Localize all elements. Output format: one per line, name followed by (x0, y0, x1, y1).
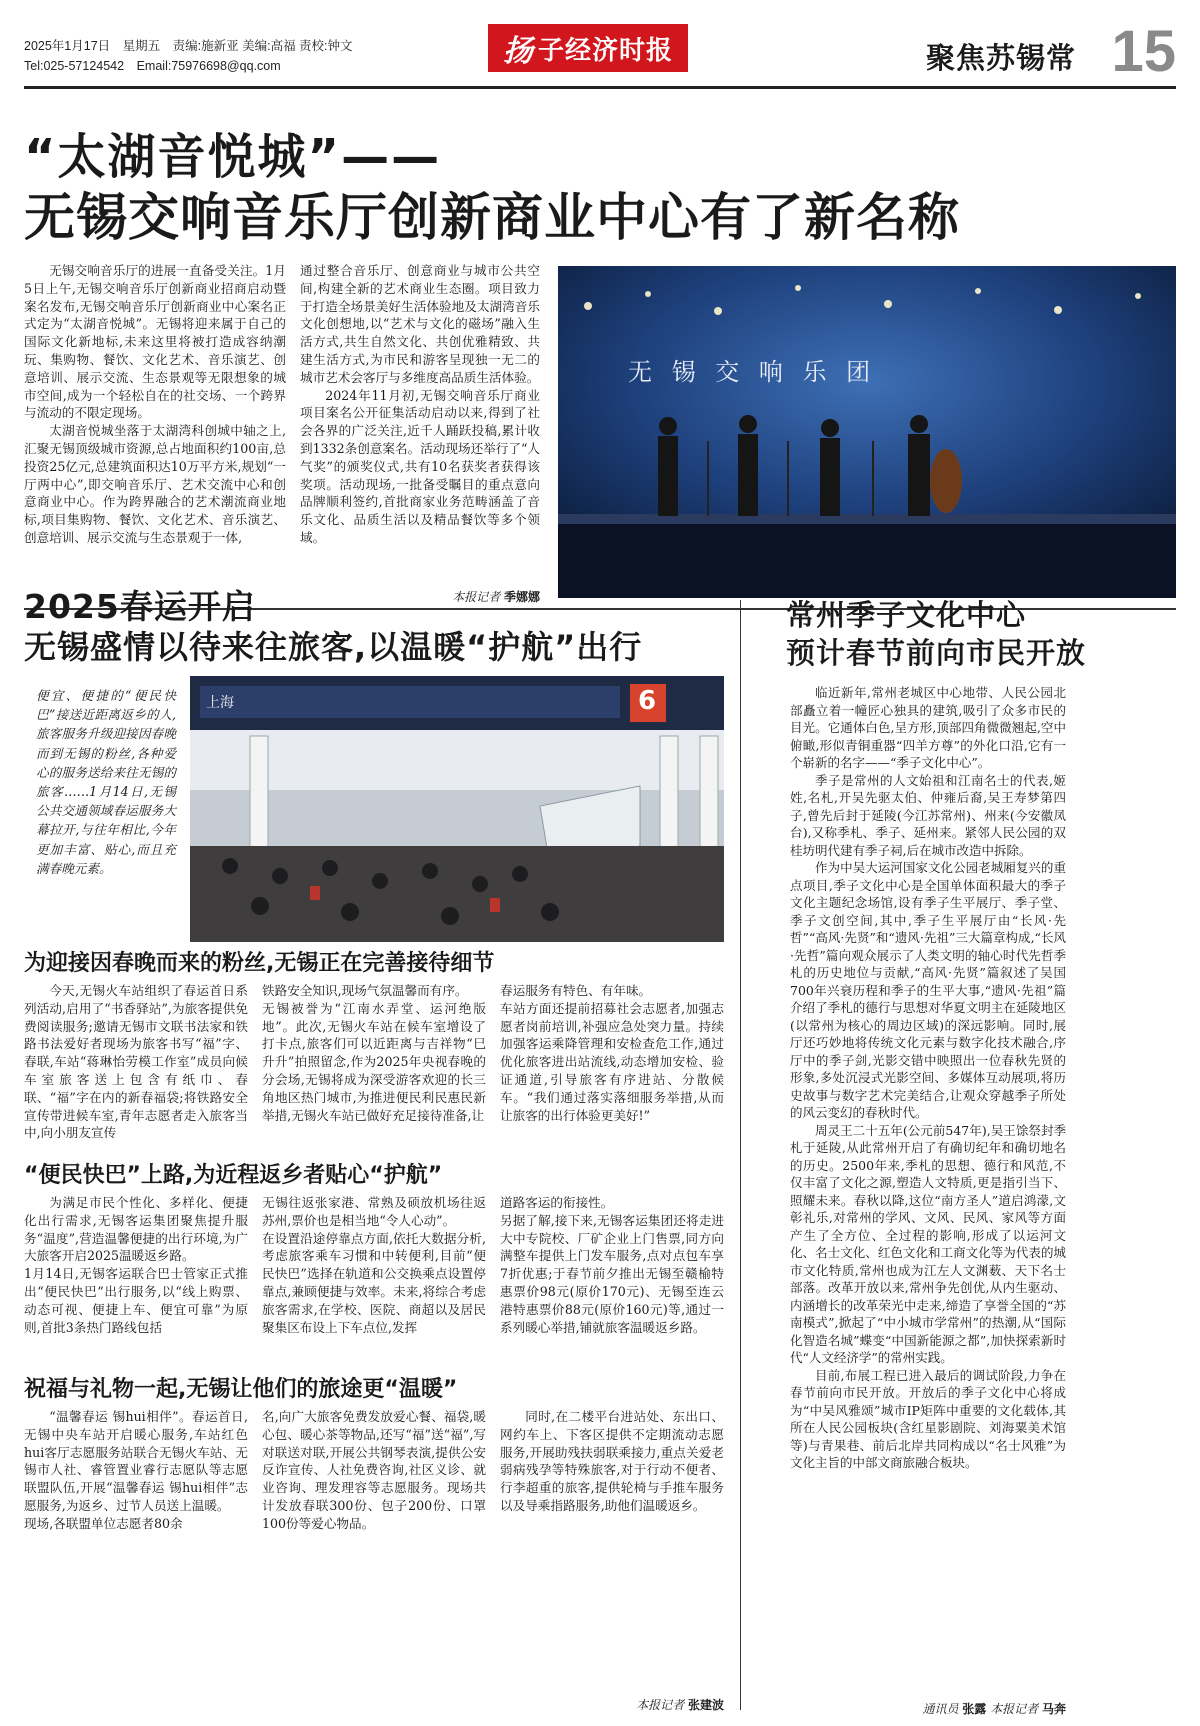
sub2-column-3 (500, 1194, 724, 1336)
logo-text: 子经济时报 (537, 35, 673, 66)
changzhou-byline (790, 1700, 1066, 1717)
sub3-column-3 (500, 1408, 724, 1515)
byline-name: 张建波 (687, 1698, 724, 1712)
sub3-column-1 (24, 1408, 248, 1533)
paragraph: 作为中吴大运河国家文化公园老城厢复兴的重点项目,季子文化中心是全国单体面积最大的季子文化主题纪念场馆,设有季子生平展厅、季子堂、季子文创空间,其中,季子生平展厅由“长风·先哲”“高风·先贤”和“遗风·先祖”三大篇章构成,“长风·先哲”篇向观众展示了人类文明的轴心时代先哲季札的历史地位与贡献,“高风·先贤”篇叙述了吴国700年兴衰历程和季子的生平大事,“遗风·先祖”篇介绍了季札的德行与思想对华夏文明主在延陵地区(以常州为核心的周边区域)的深远影响。同时,展厅还巧妙地将传统文化元素与数字化技术融合,序厅中的季子剑,光影交错中映照出一位春秋先贤的形象,多处沉浸式光影空间、多媒体互动展项,将历史故事与数字艺术完美结合,让观众穿越季子所处的风云变幻的春秋时代。 (790, 860, 1066, 1120)
paragraph: 春运服务有特色、有年味。 车站方面还提前招募社会志愿者,加强志愿者岗前培训,补强应急处突力量。持续加强客运乘降管理和安检查危工作,通过优化旅客进出站流线,动态增加安检、验证通道,引导旅客有序进站、分散候车。“我们通过落实落细服务举措,从而让旅客的出行体验更美好!” (500, 983, 724, 1123)
paragraph: 临近新年,常州老城区中心地带、人民公园北部矗立着一幢匠心独具的建筑,吸引了众多市民的目光。它通体白色,呈方形,顶部四角微微翘起,空中俯瞰,形似青铜重器“四羊方尊”的外化口沿,它有一个崭新的名字——“季子文化中心”。 (790, 685, 1066, 770)
paragraph: 铁路安全知识,现场气氛温馨而有序。 无锡被誉为“江南水弄堂、运河绝版地”。此次,无锡火车站在候车室增设了打卡点,旅客们可以近距离与吉祥物“巳升升”拍照留念,作为2025年央视春晚的分会场,无锡将成为深受游客欢迎的长三角地区热门城市,为推进便民利民惠民新举措,无锡火车站已做好充足接待准备,让 (262, 983, 486, 1123)
changzhou-body (790, 684, 1066, 1472)
paragraph: 周灵王二十五年(公元前547年),吴王馀祭封季札于延陵,从此常州开启了有确切纪年和确切地名的历史。2500年来,季札的思想、德行和风范,不仅丰富了文化之源,塑造人文特质,更是指引当下、照耀未来。春秋以降,这位“南方圣人”道启鸿濛,文彰礼乐,对常州的学风、文风、民风、家风等方面产生了全方位、全过程的影响,形成了以运河文化、名士文化、红色文化和工商文化等为代表的城市文化特质,常州也成为江左人文渊薮、天下名士部落。改革开放以来,常州争先创优,从内生驱动、内涵增长的改革荣光中走来,缔造了享誉全国的“苏南模式”,掀起了“中小城市学常州”的热潮,从“国际化智造名城”蝶变“中国新能源之都”,加快探索新时代“人文经济学”的常州实践。 (790, 1122, 1066, 1365)
byline-name: 张露 (962, 1702, 987, 1716)
byline-label: 本报记者 (990, 1702, 1039, 1716)
paragraph: 为满足市民个性化、多样化、便捷化出行需求,无锡客运集团聚焦提升服务“温度”,营造温馨便捷的出行环境,为广大旅客开启2025温暖返乡路。 1月14日,无锡客运联合巴士管家正式推出“便民快巴”出行服务,以“线上购票、动态可视、便捷上车、便宜可靠”为原则,首批3条热门路线包括 (24, 1195, 248, 1335)
paragraph: 2024年11月初,无锡交响音乐厅商业项目案名公开征集活动启动以来,得到了社会各界的广泛关注,近千人踊跃投稿,累计收到1332条创意案名。活动现场还举行了“人气奖”的颁奖仪式,共有10名获奖者获得该奖项。活动现场,一批备受瞩目的重点意向品牌顺利签约,首批商家业务范畴涵盖了音乐文化、品质生活以及精品餐饮等多个领域。 (300, 387, 540, 545)
byline-name: 马奔 (1041, 1702, 1066, 1716)
lead-headline-line1: “太湖音悦城”—— (24, 129, 442, 185)
newspaper-logo (488, 24, 688, 72)
byline-name: 季娜娜 (503, 590, 540, 604)
paragraph: 通过整合音乐厅、创意商业与城市公共空间,构建全新的艺术商业生态圈。项目致力于打造全场景美好生活体验地及太湖湾音乐文化创想地,以“艺术与文化的磁场”融入生活方式,共生自然文化、共创优雅精致、共建生活方式,为市民和游客呈现独一无二的城市艺术会客厅与多维度高品质生活体验。 (300, 263, 540, 385)
paragraph: 道路客运的衔接性。 另据了解,接下来,无锡客运集团还将走进大中专院校、厂矿企业上门售票,同方向满整车提供上门发车服务,点对点包车享7折优惠;于春节前夕推出无锡至赣榆特惠票价98元(原价170元)、无锡至连云港特惠票价88元(原价160元)等,通过一系列暖心举措,铺就旅客温暖返乡路。 (500, 1195, 724, 1335)
sub1-column-1 (24, 982, 248, 1142)
orchestra-photo-illustration (558, 266, 1176, 598)
sub3-column-2 (262, 1408, 486, 1533)
paragraph: 同时,在二楼平台进站处、东出口、网约车上、下客区提供不定期流动志愿服务,开展助残扶弱联乘接力,重点关爱老弱病残孕等特殊旅客,对于行动不便者、行李超重的旅客,提供轮椅与手推车服务以及导乘指路服务,助他们温暖返乡。 (500, 1409, 724, 1513)
paragraph: 无锡往返张家港、常熟及硕放机场往返苏州,票价也是相当地“令人心动”。 在设置沿途停靠点方面,依托大数据分析,考虑旅客乘车习惯和中转便利,目前“便民快巴”选择在轨道和公交换乘点设置停靠点,兼顾便捷与效率。未来,将综合考虑旅客需求,在学校、医院、商超以及居民聚集区布设上下车点位,发挥 (262, 1195, 486, 1335)
paragraph: 名,向广大旅客免费发放爱心餐、福袋,暖心包、暖心茶等物品,还写“福”送“福”,写对联送对联,开展公共钢琴表演,提供公安反诈宣传、人社免费咨询,社区义诊、就业咨询、理发理容等志愿服务。现场共计发放春联300份、包子200份、口罩100份等爱心物品。 (262, 1409, 486, 1531)
byline-label: 通讯员 (922, 1702, 959, 1716)
sub1-column-3 (500, 982, 724, 1124)
station-photo (190, 676, 724, 942)
spring-lead-paragraph: 便宜、便捷的“便民快巴”接送近距离返乡的人,旅客服务升级迎接因春晚而到无锡的粉丝,各种爱心的服务送给来往无锡的旅客……1月14日,无锡公共交通领域春运服务大幕拉开,与往年相比,今年更加丰富、贴心,而且充满春晚元素。 (36, 688, 176, 876)
paragraph: 太湖音悦城坐落于太湖湾科创城中轴之上,汇聚无锡顶级城市资源,总占地面积约100亩,总投资25亿元,总建筑面积达10万平方米,规划“一厅两中心”,即交响音乐厅、艺术交流中心和创意商业中心。作为跨界融合的艺术潮流商业地标,项目集购物、餐饮、文化艺术、音乐演艺、创意培训、展示交流与生态景观于一体, (24, 423, 286, 545)
lead-headline-line2: 无锡交响音乐厅创新商业中心有了新名称 (24, 189, 961, 248)
byline-label: 本报记者 (452, 590, 501, 604)
byline-label: 本报记者 (636, 1698, 685, 1712)
platform-number: 6 (638, 686, 657, 716)
page-header (24, 19, 1176, 84)
sub1-column-2 (262, 982, 486, 1124)
spring-subhead-1: 为迎接因春晚而来的粉丝,无锡正在完善接待细节 (24, 951, 495, 976)
spring-headline-line2: 无锡盛情以待来往旅客,以温暖“护航”出行 (24, 628, 643, 666)
header-rule (24, 86, 1176, 89)
sub2-column-1 (24, 1194, 248, 1336)
section-title: 聚焦苏锡常 (925, 41, 1076, 75)
lead-column-1 (24, 262, 286, 547)
date-editors-line: 2025年1月17日 星期五 责编:施新亚 美编:高福 责校:钟文 (24, 39, 353, 53)
logo-swash: 扬 (502, 34, 534, 69)
spring-subhead-3: 祝福与礼物一起,无锡让他们的旅途更“温暖” (24, 1377, 458, 1402)
paragraph: 无锡交响音乐厅的进展一直备受关注。1月5日上午,无锡交响音乐厅创新商业招商启动暨案名发布,无锡交响音乐厅创新商业中心案名正式定为“太湖音悦城”。无锡将迎来属于自己的国际文化新地标,未来这里将被打造成容纳潮玩、集购物、餐饮、文化艺术、音乐演艺、创意培训、展示交流、生态景观等无限想象的城市空间,成为一个轻松自在的社交场、一个跨界与流动的不限定现场。 (24, 263, 286, 421)
paragraph: 今天,无锡火车站组织了春运首日系列活动,启用了“书香驿站”,为旅客提供免费阅读服务;邀请无锡市文联书法家和铁路书法爱好者现场为旅客书写“福”字、春联,车站“蒋琳怡劳模工作室”成员向候车室旅客送上包含有纸巾、春联、“福”字在内的新春福袋;将铁路安全宣传带进候车室,青年志愿者走入旅客当中,向小朋友宣传 (24, 983, 248, 1141)
lead-column-2 (300, 262, 540, 547)
paragraph: 季子是常州的人文始祖和江南名士的代表,姬姓,名札,开吴先驱太伯、仲雍后裔,吴王寿梦第四子,曾先后封于延陵(今江苏常州)、州来(今安徽凤台),又称季札、季子、延州来。紧邻人民公园的双桂坊明代建有季子祠,后在城市改造中拆除。 (790, 772, 1066, 858)
changzhou-headline-line1: 常州季子文化中心 (786, 598, 1027, 632)
photo-stage-text: 无 锡 交 响 乐 团 (628, 358, 877, 386)
spring-byline (500, 1696, 724, 1713)
spring-headline-line1: 2025春运开启 (24, 587, 256, 626)
contact-line: Tel:025-57124542 Email:75976698@qq.com (24, 59, 281, 73)
paragraph: “温馨春运 锡hui相伴”。春运首日,无锡中央车站开启暖心服务,车站红色hui客厅志愿服务站联合无锡火车站、无锡市人社、睿管置业睿行志愿队等志愿联盟队伍,开展“温馨春运 锡hui相伴”志愿服务,为返乡、过节人员送上温暖。 现场,各联盟单位志愿者80余 (24, 1409, 248, 1531)
paragraph: 目前,布展工程已进入最后的调试阶段,力争在春节前向市民开放。开放后的季子文化中心将成为“中吴风雅颂”城市IP矩阵中重要的文化载体,其所在人民公园板块(含红星影剧院、刘海粟美术馆等)与青果巷、前后北岸共同构成以“名士风雅”为文化主旨的中部文商旅融合板块。 (790, 1367, 1066, 1470)
lead-byline (300, 588, 540, 605)
changzhou-headline-line2: 预计春节前向市民开放 (786, 636, 1087, 670)
spring-subhead-2: “便民快巴”上路,为近程返乡者贴心“护航” (24, 1163, 443, 1188)
station-sign-text: 上海 (206, 695, 234, 711)
issue-info (24, 36, 353, 76)
orchestra-photo (558, 266, 1176, 598)
column-divider (740, 600, 741, 1710)
sub2-column-2 (262, 1194, 486, 1336)
page-number: 15 (1111, 19, 1176, 84)
